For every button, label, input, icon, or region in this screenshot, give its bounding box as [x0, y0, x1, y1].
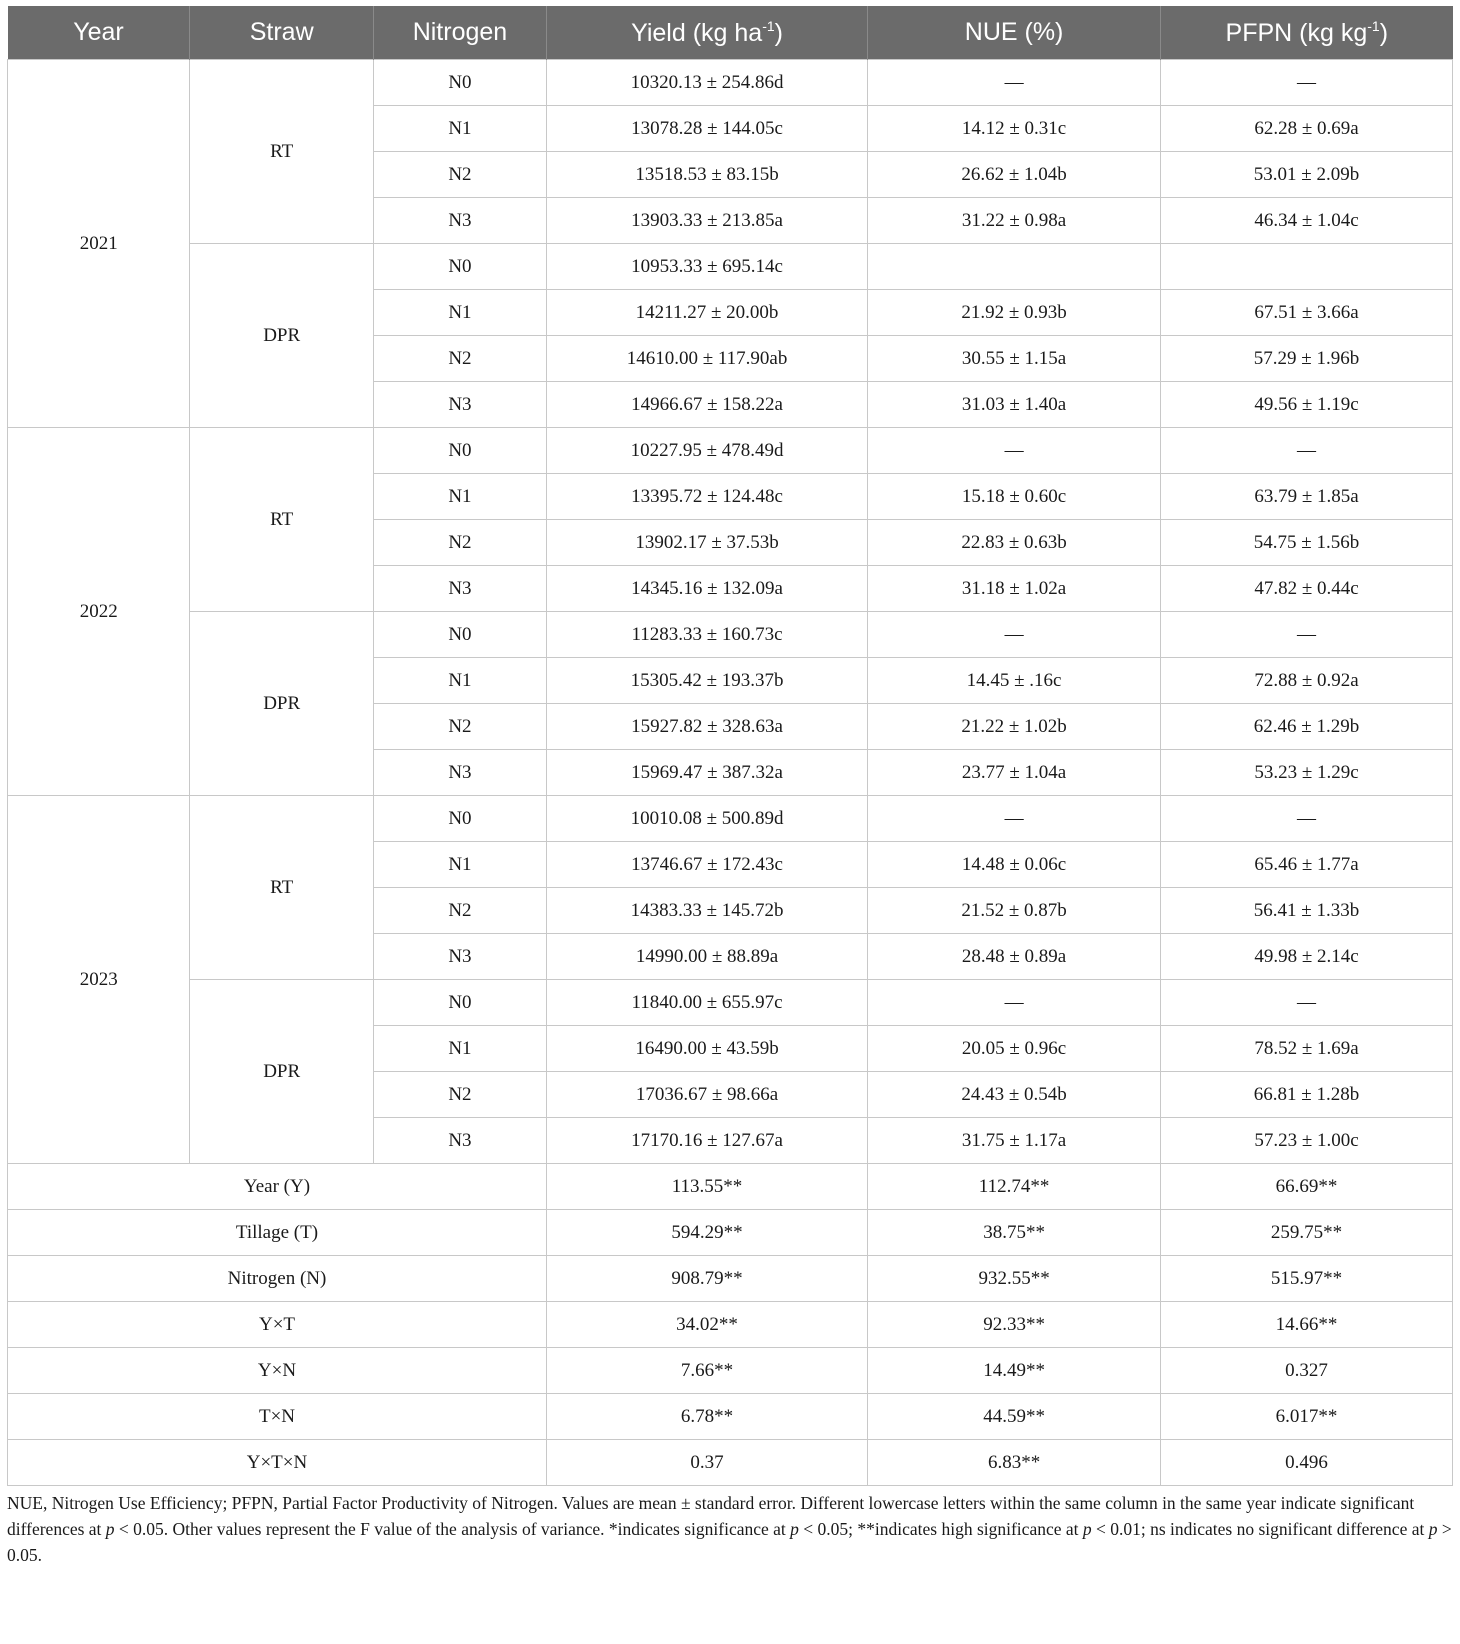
cell-year: 2022	[8, 428, 190, 796]
cell-nitrogen: N0	[373, 428, 546, 474]
cell-pfpn: 66.81 ± 1.28b	[1161, 1072, 1453, 1118]
anova-nue: 932.55**	[868, 1256, 1161, 1302]
cell-straw: RT	[190, 796, 373, 980]
anova-row	[8, 1348, 1453, 1394]
anova-yield: 34.02**	[546, 1302, 867, 1348]
anova-row	[8, 1394, 1453, 1440]
cell-pfpn: 62.28 ± 0.69a	[1161, 106, 1453, 152]
cell-nue: 22.83 ± 0.63b	[868, 520, 1161, 566]
cell-nitrogen: N2	[373, 520, 546, 566]
cell-yield: 11840.00 ± 655.97c	[546, 980, 867, 1026]
cell-nue: 26.62 ± 1.04b	[868, 152, 1161, 198]
cell-yield: 10010.08 ± 500.89d	[546, 796, 867, 842]
cell-nue: 20.05 ± 0.96c	[868, 1026, 1161, 1072]
anova-row	[8, 1210, 1453, 1256]
cell-pfpn: 72.88 ± 0.92a	[1161, 658, 1453, 704]
yield-nue-pfpn-table	[7, 6, 1453, 1486]
cell-nitrogen: N3	[373, 382, 546, 428]
cell-nitrogen: N1	[373, 290, 546, 336]
cell-nitrogen: N1	[373, 106, 546, 152]
data-table-container	[7, 6, 1453, 1486]
cell-pfpn: 49.56 ± 1.19c	[1161, 382, 1453, 428]
cell-yield: 14966.67 ± 158.22a	[546, 382, 867, 428]
anova-nue: 112.74**	[868, 1164, 1161, 1210]
cell-nue: 31.75 ± 1.17a	[868, 1118, 1161, 1164]
anova-yield: 0.37	[546, 1440, 867, 1486]
anova-row	[8, 1440, 1453, 1486]
cell-nitrogen: N0	[373, 244, 546, 290]
table-row	[8, 244, 1453, 290]
anova-row	[8, 1164, 1453, 1210]
cell-straw: RT	[190, 60, 373, 244]
cell-pfpn: —	[1161, 428, 1453, 474]
cell-yield: 14345.16 ± 132.09a	[546, 566, 867, 612]
cell-nue: 30.55 ± 1.15a	[868, 336, 1161, 382]
cell-yield: 15305.42 ± 193.37b	[546, 658, 867, 704]
cell-nue: 31.03 ± 1.40a	[868, 382, 1161, 428]
cell-nitrogen: N3	[373, 934, 546, 980]
cell-yield: 14211.27 ± 20.00b	[546, 290, 867, 336]
cell-nitrogen: N1	[373, 658, 546, 704]
cell-nue: —	[868, 796, 1161, 842]
anova-factor-label: Tillage (T)	[8, 1210, 547, 1256]
cell-nitrogen: N0	[373, 60, 546, 106]
cell-nitrogen: N3	[373, 566, 546, 612]
header-yield: Yield (kg $ha^{-1}$)	[546, 6, 867, 60]
cell-yield: 14383.33 ± 145.72b	[546, 888, 867, 934]
cell-nitrogen: N1	[373, 474, 546, 520]
anova-pfpn: 6.017**	[1161, 1394, 1453, 1440]
cell-pfpn: 53.23 ± 1.29c	[1161, 750, 1453, 796]
anova-yield: 113.55**	[546, 1164, 867, 1210]
anova-factor-label: Y×T	[8, 1302, 547, 1348]
cell-nitrogen: N1	[373, 1026, 546, 1072]
cell-pfpn: 63.79 ± 1.85a	[1161, 474, 1453, 520]
cell-pfpn: 53.01 ± 2.09b	[1161, 152, 1453, 198]
cell-nue: —	[868, 980, 1161, 1026]
anova-yield: 594.29**	[546, 1210, 867, 1256]
cell-yield: 10320.13 ± 254.86d	[546, 60, 867, 106]
cell-pfpn: 56.41 ± 1.33b	[1161, 888, 1453, 934]
cell-nue: —	[868, 612, 1161, 658]
anova-yield: 908.79**	[546, 1256, 867, 1302]
cell-yield: 15927.82 ± 328.63a	[546, 704, 867, 750]
anova-factor-label: Y×N	[8, 1348, 547, 1394]
cell-pfpn: 62.46 ± 1.29b	[1161, 704, 1453, 750]
cell-nitrogen: N2	[373, 704, 546, 750]
cell-nue	[868, 244, 1161, 290]
table-row	[8, 428, 1453, 474]
anova-pfpn: 515.97**	[1161, 1256, 1453, 1302]
anova-pfpn: 259.75**	[1161, 1210, 1453, 1256]
cell-yield: 10953.33 ± 695.14c	[546, 244, 867, 290]
cell-nue: —	[868, 428, 1161, 474]
cell-yield: 13902.17 ± 37.53b	[546, 520, 867, 566]
cell-nue: 21.22 ± 1.02b	[868, 704, 1161, 750]
header-year: Year	[8, 6, 190, 60]
cell-nue: —	[868, 60, 1161, 106]
cell-yield: 16490.00 ± 43.59b	[546, 1026, 867, 1072]
cell-year: 2021	[8, 60, 190, 428]
anova-pfpn: 0.496	[1161, 1440, 1453, 1486]
header-nitrogen: Nitrogen	[373, 6, 546, 60]
cell-pfpn: 54.75 ± 1.56b	[1161, 520, 1453, 566]
cell-nitrogen: N3	[373, 1118, 546, 1164]
cell-yield: 13903.33 ± 213.85a	[546, 198, 867, 244]
cell-pfpn: 57.29 ± 1.96b	[1161, 336, 1453, 382]
cell-nue: 14.12 ± 0.31c	[868, 106, 1161, 152]
cell-yield: 15969.47 ± 387.32a	[546, 750, 867, 796]
cell-pfpn: 49.98 ± 2.14c	[1161, 934, 1453, 980]
cell-nue: 14.48 ± 0.06c	[868, 842, 1161, 888]
cell-pfpn: —	[1161, 796, 1453, 842]
cell-nue: 15.18 ± 0.60c	[868, 474, 1161, 520]
cell-nue: 21.52 ± 0.87b	[868, 888, 1161, 934]
cell-pfpn: 65.46 ± 1.77a	[1161, 842, 1453, 888]
cell-pfpn: 78.52 ± 1.69a	[1161, 1026, 1453, 1072]
cell-pfpn: 67.51 ± 3.66a	[1161, 290, 1453, 336]
anova-factor-label: Nitrogen (N)	[8, 1256, 547, 1302]
cell-nitrogen: N0	[373, 796, 546, 842]
anova-factor-label: T×N	[8, 1394, 547, 1440]
cell-yield: 13746.67 ± 172.43c	[546, 842, 867, 888]
anova-nue: 38.75**	[868, 1210, 1161, 1256]
anova-factor-label: Year (Y)	[8, 1164, 547, 1210]
cell-nitrogen: N2	[373, 1072, 546, 1118]
anova-row	[8, 1302, 1453, 1348]
cell-nue: 14.45 ± .16c	[868, 658, 1161, 704]
cell-pfpn: —	[1161, 980, 1453, 1026]
cell-yield: 17170.16 ± 127.67a	[546, 1118, 867, 1164]
cell-pfpn: —	[1161, 60, 1453, 106]
cell-yield: 10227.95 ± 478.49d	[546, 428, 867, 474]
cell-nue: 31.18 ± 1.02a	[868, 566, 1161, 612]
anova-pfpn: 0.327	[1161, 1348, 1453, 1394]
cell-nitrogen: N0	[373, 980, 546, 1026]
cell-nue: 28.48 ± 0.89a	[868, 934, 1161, 980]
cell-nue: 24.43 ± 0.54b	[868, 1072, 1161, 1118]
cell-pfpn: —	[1161, 612, 1453, 658]
table-row	[8, 796, 1453, 842]
header-nue: NUE (%)	[868, 6, 1161, 60]
anova-yield: 7.66**	[546, 1348, 867, 1394]
cell-pfpn: 46.34 ± 1.04c	[1161, 198, 1453, 244]
anova-pfpn: 14.66**	[1161, 1302, 1453, 1348]
table-footnote: NUE, Nitrogen Use Efficiency; PFPN, Partial Factor Productivity of Nitrogen. Values are mean ± standard error. Different lowercase letters within the same column in the same year indicate significant differences at p < 0.05. Other values represent the F value of the analysis of variance. *indicates significance at p < 0.05; **indicates high significance at p < 0.01; ns indicates no significant difference at p > 0.05.	[7, 1493, 1452, 1565]
cell-nitrogen: N0	[373, 612, 546, 658]
cell-nue: 23.77 ± 1.04a	[868, 750, 1161, 796]
cell-nitrogen: N2	[373, 888, 546, 934]
cell-nitrogen: N2	[373, 336, 546, 382]
cell-nue: 31.22 ± 0.98a	[868, 198, 1161, 244]
table-row	[8, 980, 1453, 1026]
header-straw: Straw	[190, 6, 373, 60]
cell-straw: DPR	[190, 980, 373, 1164]
anova-nue: 44.59**	[868, 1394, 1161, 1440]
cell-yield: 17036.67 ± 98.66a	[546, 1072, 867, 1118]
anova-row	[8, 1256, 1453, 1302]
cell-yield: 11283.33 ± 160.73c	[546, 612, 867, 658]
anova-nue: 14.49**	[868, 1348, 1161, 1394]
cell-yield: 13518.53 ± 83.15b	[546, 152, 867, 198]
cell-nitrogen: N1	[373, 842, 546, 888]
anova-factor-label: Y×T×N	[8, 1440, 547, 1486]
cell-year: 2023	[8, 796, 190, 1164]
table-row	[8, 60, 1453, 106]
cell-nitrogen: N3	[373, 198, 546, 244]
cell-pfpn: 47.82 ± 0.44c	[1161, 566, 1453, 612]
cell-nue: 21.92 ± 0.93b	[868, 290, 1161, 336]
table-row	[8, 612, 1453, 658]
cell-pfpn	[1161, 244, 1453, 290]
anova-nue: 92.33**	[868, 1302, 1161, 1348]
cell-straw: DPR	[190, 612, 373, 796]
cell-nitrogen: N3	[373, 750, 546, 796]
cell-pfpn: 57.23 ± 1.00c	[1161, 1118, 1453, 1164]
cell-yield: 13078.28 ± 144.05c	[546, 106, 867, 152]
cell-yield: 13395.72 ± 124.48c	[546, 474, 867, 520]
header-pfpn: PFPN (kg $kg^{-1}$)	[1161, 6, 1453, 60]
cell-yield: 14610.00 ± 117.90ab	[546, 336, 867, 382]
anova-nue: 6.83**	[868, 1440, 1161, 1486]
cell-yield: 14990.00 ± 88.89a	[546, 934, 867, 980]
cell-straw: DPR	[190, 244, 373, 428]
cell-straw: RT	[190, 428, 373, 612]
anova-pfpn: 66.69**	[1161, 1164, 1453, 1210]
anova-yield: 6.78**	[546, 1394, 867, 1440]
cell-nitrogen: N2	[373, 152, 546, 198]
table-body	[8, 60, 1453, 1486]
header-row	[8, 6, 1453, 60]
